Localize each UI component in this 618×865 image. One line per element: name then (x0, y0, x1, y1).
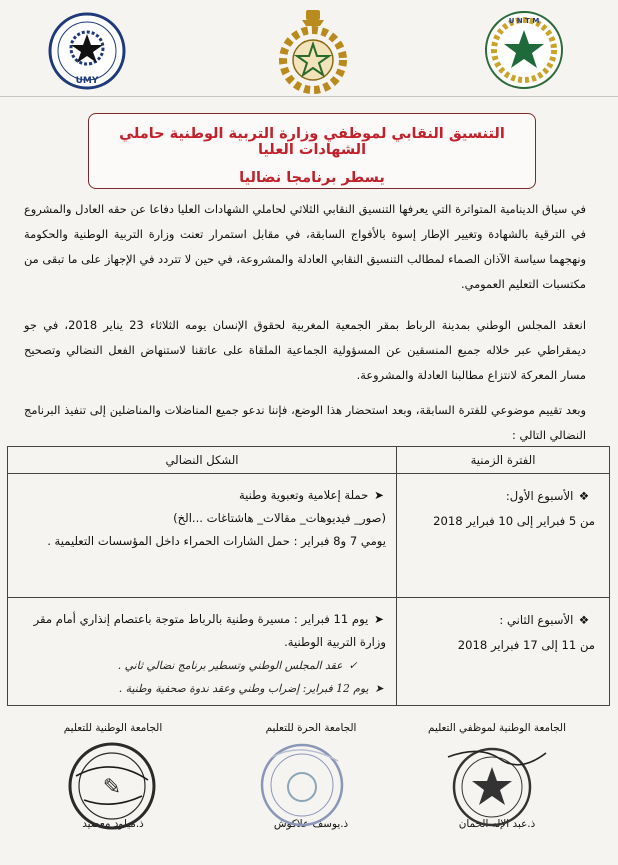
signature-block (38, 722, 188, 830)
program-table (7, 446, 610, 706)
table-row (8, 598, 610, 706)
official-stamp-icon (440, 737, 552, 833)
call-paragraph: وبعد تقييم موضوعي للفترة السابقة، وبعد استحضار هذا الوضع، فإننا ندعو جميع المناضلات والمناضلين إلى تنفيذ البرنامج النضالي التالي : (24, 403, 586, 442)
official-stamp-icon (56, 736, 168, 834)
period-cell (397, 598, 609, 658)
intro-paragraph: في سياق الدينامية المتواترة التي يعرفها التنسيق النقابي الثلاثي لحاملي الشهادات العليا دفاعا عن حقه العادل والمشروع في الترقية بالشهادة وتغيير الإطار إسوة بالأفواج السابقة، في مقابل استمرار تعنت وزارة التربية الوطنية والحكومة ونهجهما سياسة الآذان الصماء لمطالب التنسيق النقابي العادلة والمشروعة، في حين لا تتردد في الإجهاز على ما تبقى من مكتسبات التعليم العمومي. (24, 202, 586, 291)
untm-union-logo (484, 10, 564, 90)
week-title: الأسبوع الأول: (505, 489, 574, 503)
signature-name: ذ.يوسف علاكوش (273, 818, 349, 830)
week-dates: من 5 فبراير إلى 10 فبراير 2018 (433, 514, 595, 528)
list-item: ➤ يوم 12 فبراير: إضراب وطني وعقد ندوة صحفية وطنية . (18, 677, 386, 700)
signature-block (236, 722, 386, 830)
untm-logo-text: U N T M (508, 17, 540, 25)
title-box (88, 113, 536, 189)
document-title: التنسيق النقابي لموظفي وزارة التربية الوطنية حاملي الشهادات العليا (119, 126, 505, 158)
arrow-bullet-icon: ➤ (374, 488, 384, 502)
far-emblem-logo (272, 8, 354, 96)
period-header: الفترة الزمنية (397, 447, 610, 474)
list-item: ➤ يوم 11 فبراير : مسيرة وطنية بالرباط متوجة باعتصام إنذاري أمام مقر وزارة التربية الوطنية. (18, 608, 386, 654)
diamond-bullet-icon: ❖ (578, 489, 590, 503)
week-title: الأسبوع الثاني : (499, 613, 574, 627)
diamond-bullet-icon: ❖ (578, 613, 590, 627)
svg-text:✎: ✎ (102, 775, 122, 800)
form-cell (8, 474, 396, 553)
signature-org: الجامعة الحرة للتعليم (265, 722, 357, 734)
signature-name: ذ.ميلود معصيد (82, 818, 144, 830)
list-item: ➤ حملة إعلامية وتعبوية وطنية (18, 484, 386, 507)
period-cell (397, 474, 609, 534)
table-row (8, 474, 610, 598)
list-item: (صور_ فيديوهات_ مقالات_ هاشتاغات ...الخ) (173, 511, 386, 525)
form-cell (8, 598, 396, 700)
signature-org: الجامعة الوطنية للتعليم (63, 722, 163, 734)
form-header: الشكل النضالي (8, 447, 397, 474)
arrow-bullet-icon: ➤ (374, 682, 384, 695)
council-paragraph: انعقد المجلس الوطني بمدينة الرباط بمقر الجمعية المغربية لحقوق الإنسان يومه الثلاثاء 23 يناير 2018، في جو ديمقراطي عبر خلاله جميع المنسقين عن المسؤولية الجماعية الملقاة على عاتقنا لاستنهاض الفعل النضالي وتصحيح مسار المعركة لانتزاع مطالبنا العادلة والمشروعة. (24, 318, 586, 382)
umy-logo-text: UMY (75, 76, 99, 86)
official-stamp-icon (242, 735, 362, 833)
list-item: يومي 7 و8 فبراير : حمل الشارات الحمراء داخل المؤسسات التعليمية . (47, 534, 386, 548)
header-divider (0, 96, 618, 97)
umy-union-logo (48, 12, 126, 90)
week-dates: من 11 إلى 17 فبراير 2018 (457, 638, 595, 652)
signature-org: الجامعة الوطنية لموظفي التعليم (428, 722, 566, 734)
signature-name: ذ.عبد الإله الحمان (458, 818, 536, 830)
arrow-bullet-icon: ➤ (374, 612, 384, 626)
document-subtitle: يسطر برنامجا نضاليا (239, 170, 385, 186)
table-header-row (8, 447, 610, 474)
signature-block (422, 722, 572, 830)
list-item: ✓ عقد المجلس الوطني وتسطير برنامج نضالي ثاني . (18, 654, 386, 677)
checkmark-icon: ✓ (348, 659, 358, 672)
